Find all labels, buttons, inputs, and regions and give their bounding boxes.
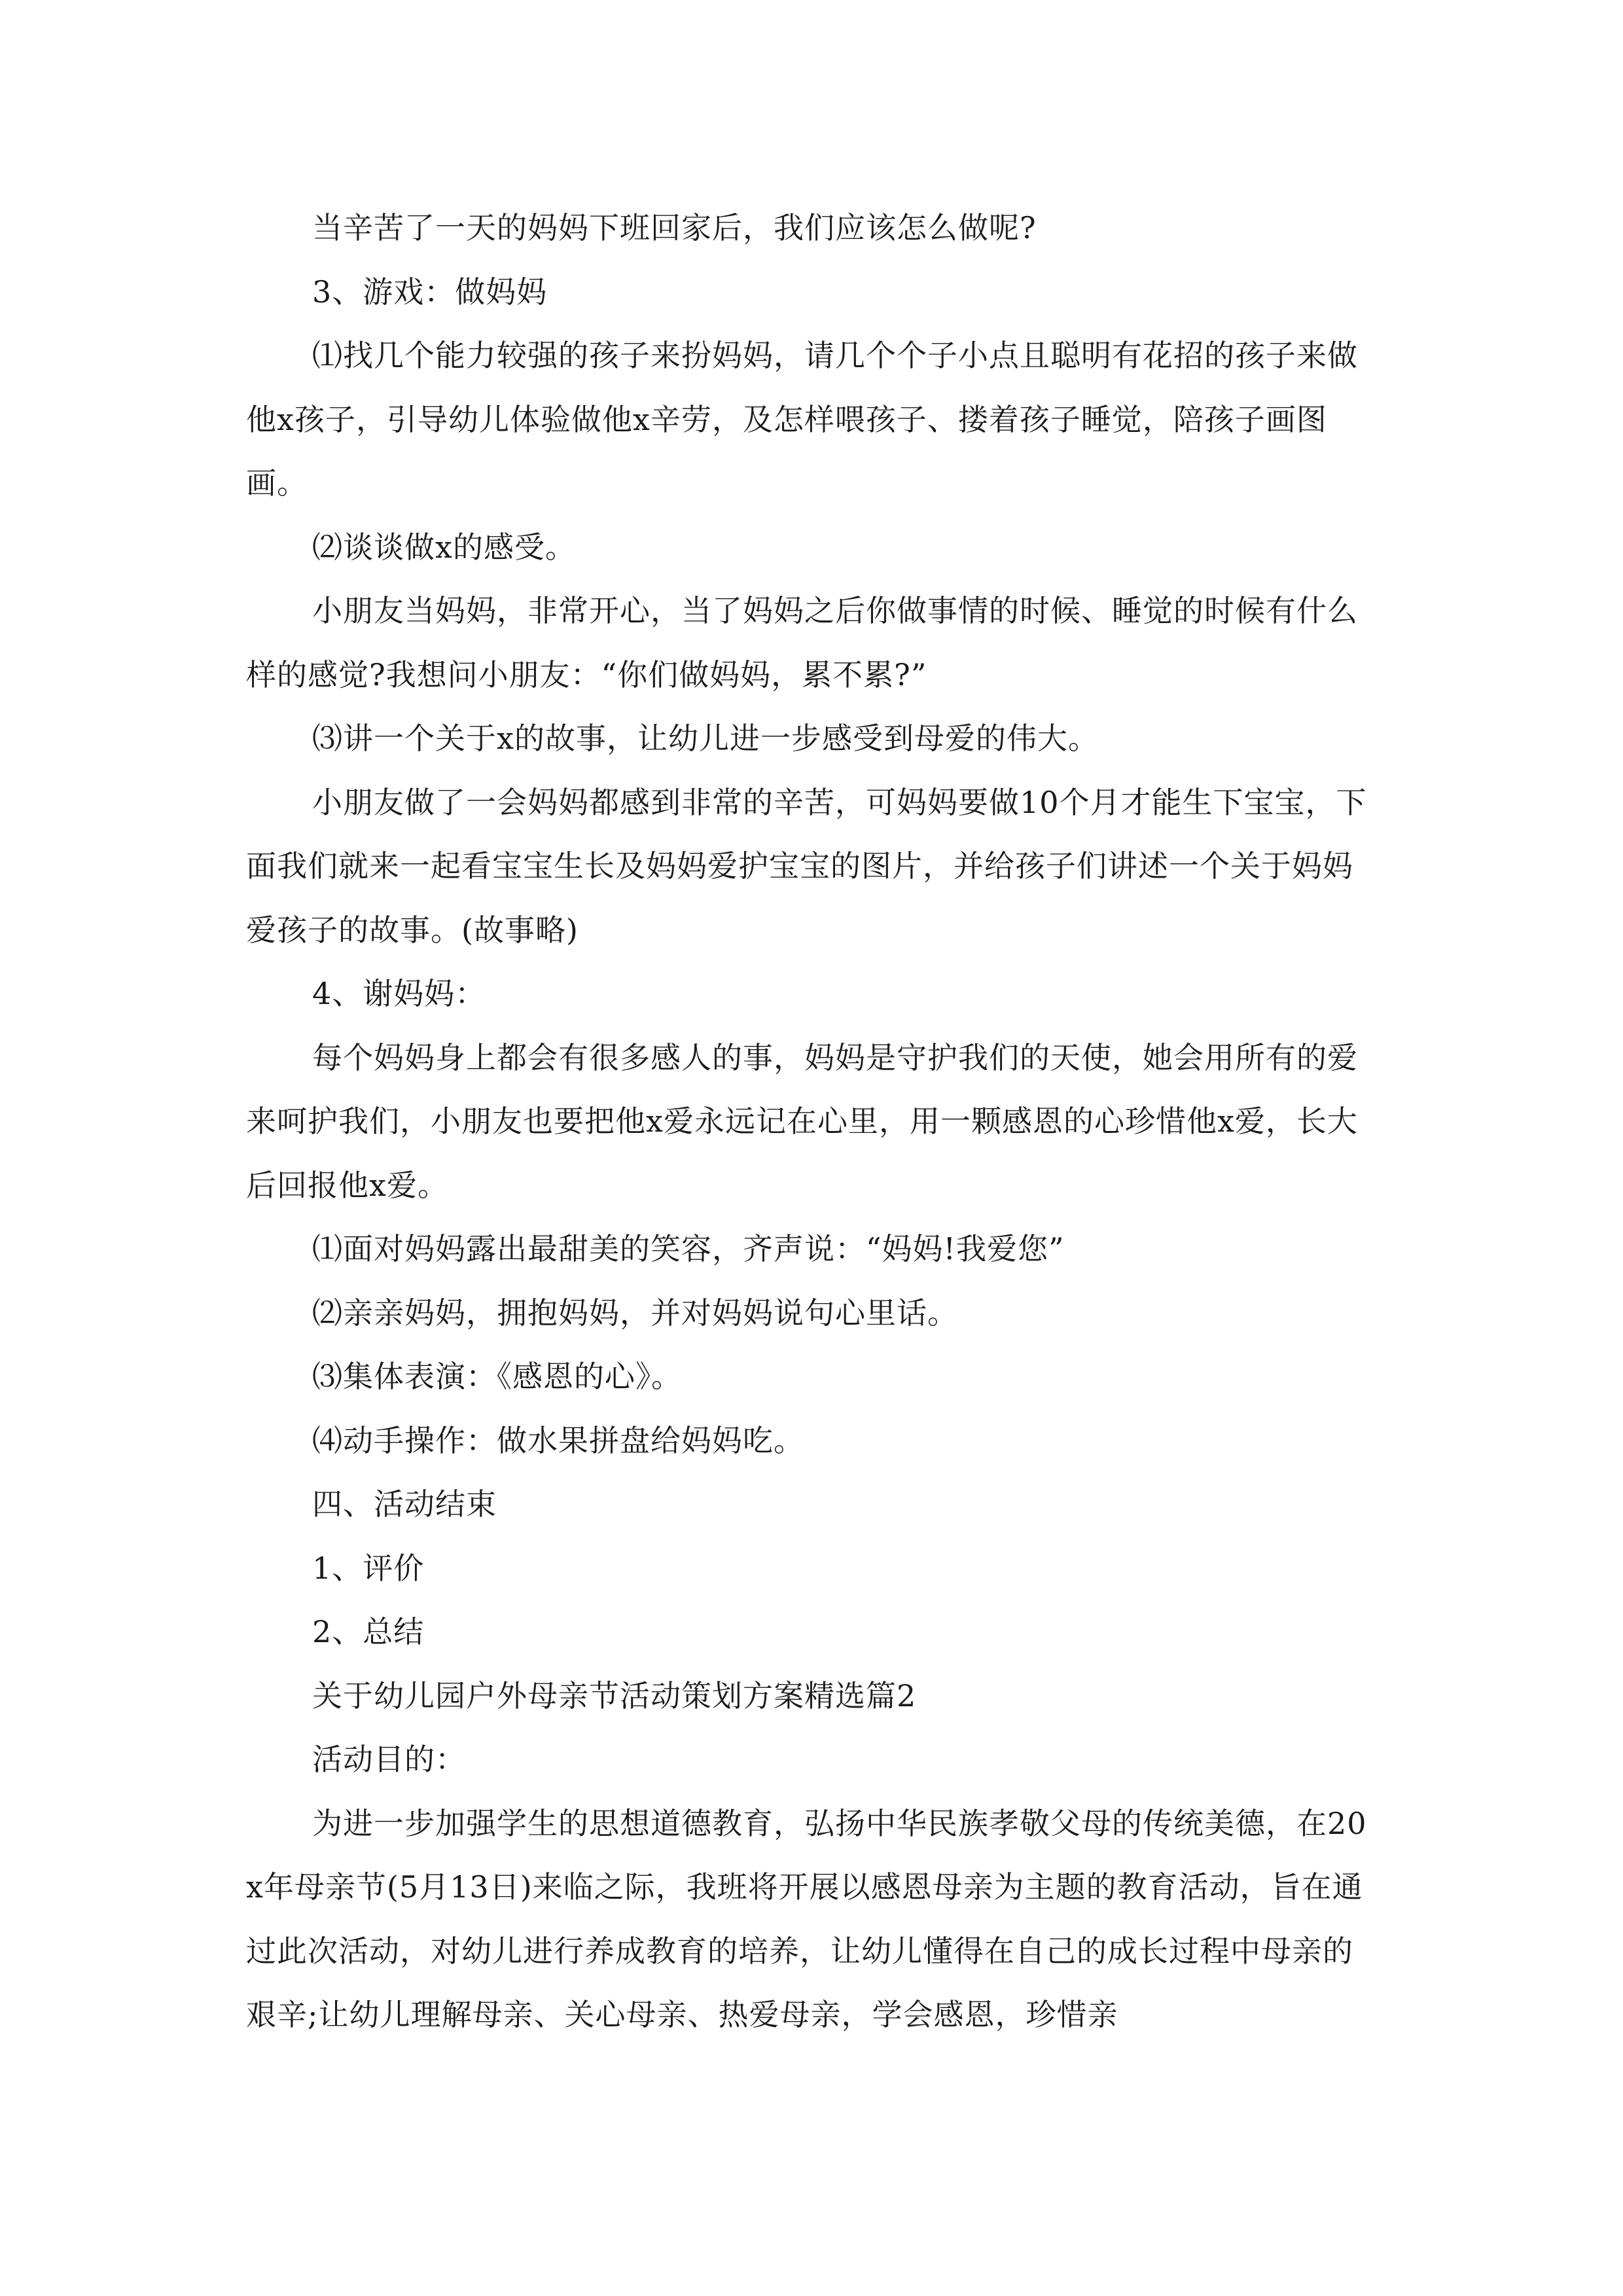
document-body <box>246 196 1378 2047</box>
paragraph: ⑵亲亲妈妈，拥抱妈妈，并对妈妈说句心里话。 <box>312 1295 958 1331</box>
paragraph: 小朋友做了一会妈妈都感到非常的辛苦，可妈妈要做10个月才能生下宝宝，下面我们就来一起看宝宝生长及妈妈爱护宝宝的图片，并给孩子们讲述一个关于妈妈爱孩子的故事。(故事略) <box>246 784 1367 948</box>
paragraph: ⑶讲一个关于x的故事，让幼儿进一步感受到母爱的伟大。 <box>312 721 1099 756</box>
paragraph: ⑴找几个能力较强的孩子来扮妈妈，请几个个子小点且聪明有花招的孩子来做他x孩子，引导幼儿体验做他x辛劳，及怎样喂孩子、搂着孩子睡觉，陪孩子画图画。 <box>246 338 1358 501</box>
section-heading: 4、谢妈妈： <box>312 976 486 1011</box>
section-heading: 四、活动结束 <box>312 1486 497 1522</box>
section-heading: 2、总结 <box>312 1614 425 1649</box>
paragraph: ⑷动手操作：做水果拼盘给妈妈吃。 <box>312 1422 804 1458</box>
paragraph: ⑴面对妈妈露出最甜美的笑容，齐声说：“妈妈!我爱您” <box>312 1231 1065 1266</box>
section-heading: 1、评价 <box>312 1550 425 1586</box>
paragraph: 小朋友当妈妈，非常开心，当了妈妈之后你做事情的时候、睡觉的时候有什么样的感觉?我想问小朋友：“你们做妈妈，累不累?” <box>246 593 1358 692</box>
paragraph: 当辛苦了一天的妈妈下班回家后，我们应该怎么做呢? <box>312 210 1037 245</box>
paragraph: ⑶集体表演：《感恩的心》。 <box>312 1359 682 1394</box>
paragraph: 为进一步加强学生的思想道德教育，弘扬中华民族孝敬父母的传统美德，在20x年母亲节(5月13日)来临之际，我班将开展以感恩母亲为主题的教育活动，旨在通过此次活动，对幼儿进行养成教育的培养，让幼儿懂得在自己的成长过程中母亲的艰辛;让幼儿理解母亲、关心母亲、热爱母亲，学会感恩，珍惜亲 <box>246 1805 1367 2032</box>
paragraph: ⑵谈谈做x的感受。 <box>312 529 576 565</box>
section-heading: 3、游戏：做妈妈 <box>312 274 548 310</box>
article-title: 关于幼儿园户外母亲节活动策划方案精选篇2 <box>312 1677 917 1713</box>
paragraph: 每个妈妈身上都会有很多感人的事，妈妈是守护我们的天使，她会用所有的爱来呵护我们，小朋友也要把他x爱永远记在心里，用一颗感恩的心珍惜他x爱，长大后回报他x爱。 <box>246 1039 1358 1203</box>
section-heading: 活动目的： <box>312 1742 466 1777</box>
